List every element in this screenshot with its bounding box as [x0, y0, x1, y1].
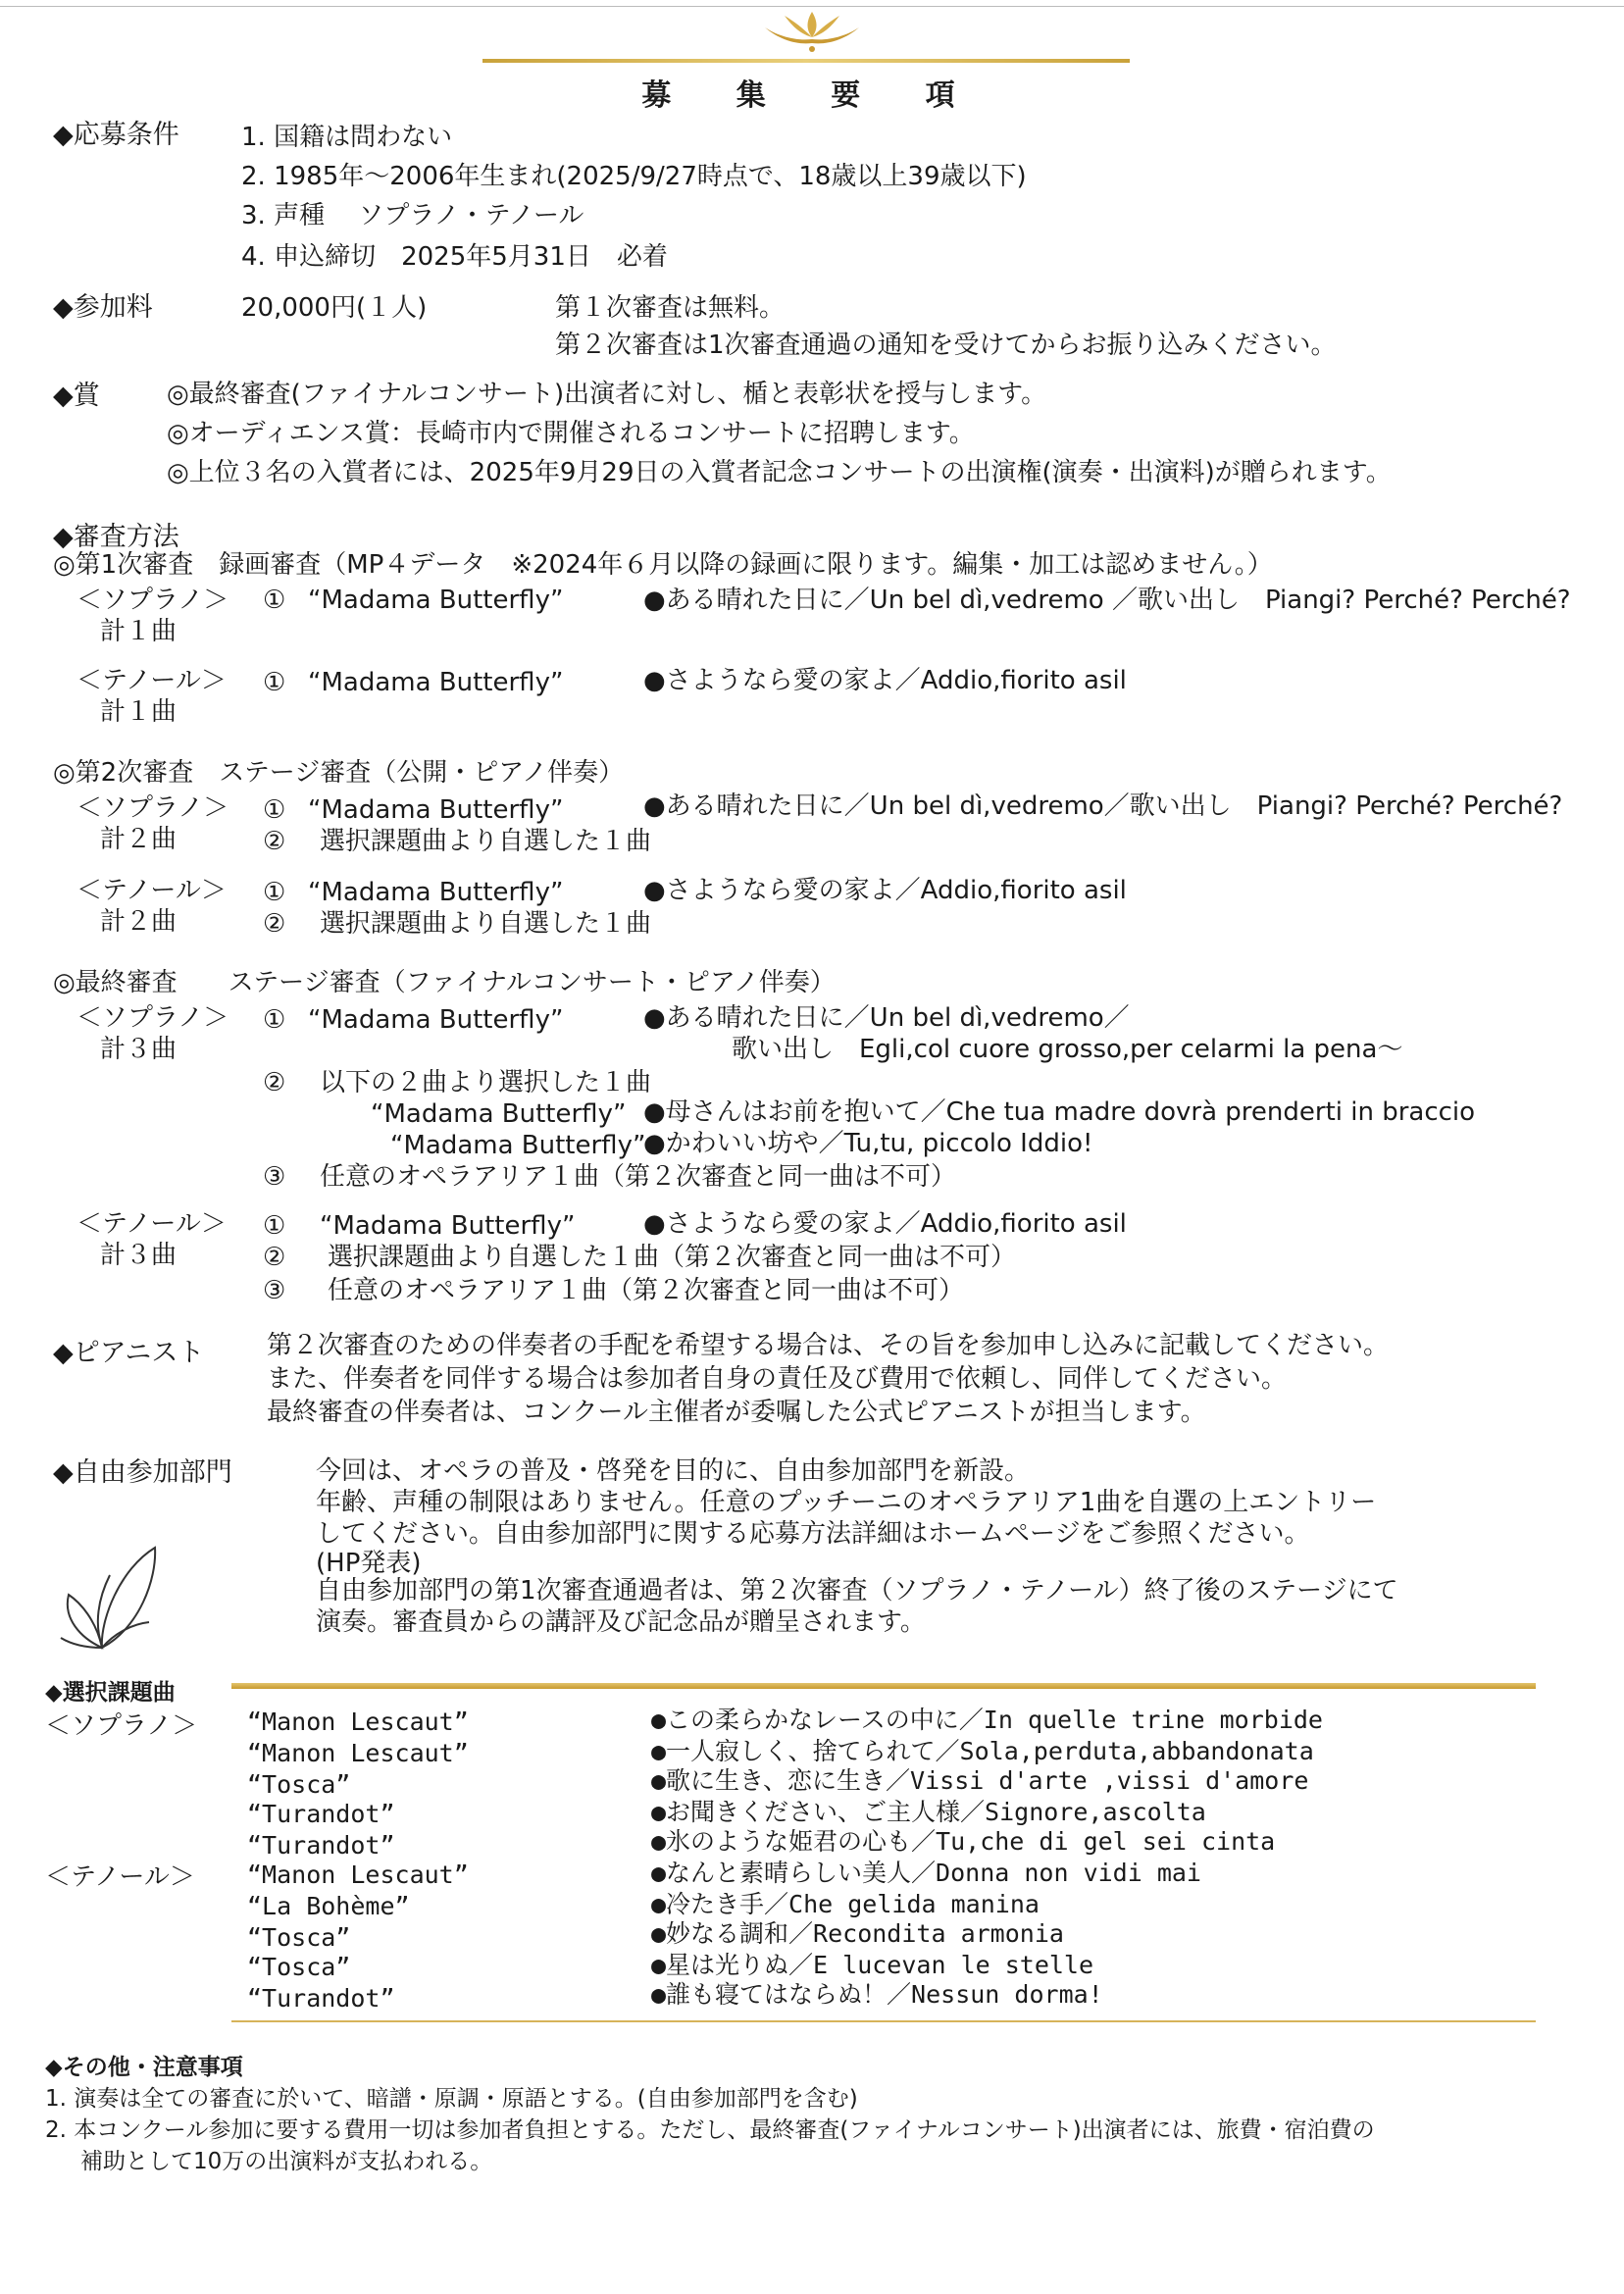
- opera-title: “Tosca”: [247, 1770, 351, 1799]
- pianist-line: 第２次審査のための伴奏者の手配を希望する場合は、その旨を参加申し込みに記載してください。: [267, 1331, 1390, 1360]
- prize-item: ◎オーディエンス賞：長崎市内で開催されるコンサートに招聘します。: [167, 419, 975, 448]
- song-count: 計３曲: [100, 1241, 178, 1270]
- item-text: 選択課題曲より自選した１曲（第２次審査と同一曲は不可）: [328, 1243, 1017, 1272]
- fee-label: ◆参加料: [53, 292, 153, 323]
- opera-title: “Tosca”: [247, 1923, 351, 1952]
- aria-title: ●妙なる調和／Recondita armonia: [651, 1919, 1064, 1948]
- selection-top-line: [231, 1683, 1536, 1689]
- opera-title: “Turandot”: [247, 1984, 395, 2013]
- opera-title: “La Bohème”: [247, 1892, 410, 1920]
- aria-title: ●ある晴れた日に／Un bel dì,vedremo／: [643, 1003, 1130, 1033]
- condition-item: 4. 申込締切 2025年5月31日 必着: [241, 242, 668, 272]
- fee-amount: 20,000円(１人): [241, 293, 428, 323]
- round2-heading: ◎第2次審査 ステージ審査（公開・ピアノ伴奏）: [53, 758, 625, 788]
- page-title: 募 集 要 項: [641, 78, 983, 113]
- opera-title: “Madama Butterfly”: [308, 1005, 564, 1035]
- free-label: ◆自由参加部門: [53, 1457, 232, 1488]
- item-text: 選択課題曲より自選した１曲: [320, 827, 652, 856]
- butterfly-icon: [41, 1530, 169, 1657]
- soprano-label: ＜ソプラノ＞: [76, 586, 229, 615]
- notes-label: ◆その他・注意事項: [45, 2055, 243, 2080]
- opera-title: “Madama Butterfly”: [308, 586, 564, 615]
- fee-note: 第２次審査は1次審査通過の通知を受けてからお振り込みください。: [555, 331, 1337, 360]
- item-number: ①: [263, 586, 286, 615]
- free-line: 年齢、声種の制限はありません。任意のプッチーニのオペラアリア1曲を自選の上エントリー: [316, 1488, 1377, 1517]
- top-border-line: [0, 6, 1624, 7]
- aria-title: ●ある晴れた日に／Un bel dì,vedremo／歌い出し Piangi? Perché? Perché?: [643, 791, 1563, 821]
- soprano-label: ＜ソプラノ＞: [45, 1711, 198, 1741]
- tenor-label: ＜テノール＞: [76, 666, 227, 695]
- soprano-label: ＜ソプラノ＞: [76, 793, 229, 823]
- item-text: 任意のオペラアリア１曲（第２次審査と同一曲は不可）: [328, 1276, 964, 1305]
- song-count: 計２曲: [100, 825, 178, 854]
- opera-title: “Madama Butterfly”: [308, 878, 564, 907]
- item-number: ②: [263, 1243, 286, 1272]
- opera-title: “Manon Lescaut”: [247, 1739, 469, 1767]
- ornament-icon: [755, 8, 869, 57]
- aria-title: ●さようなら愛の家よ／Addio,fiorito asil: [643, 876, 1127, 905]
- item-number: ②: [263, 1068, 286, 1097]
- aria-title: ●さようなら愛の家よ／Addio,fiorito asil: [643, 666, 1127, 695]
- opera-title: “Madama Butterfly”: [390, 1131, 646, 1160]
- prize-label: ◆賞: [53, 381, 100, 411]
- opera-title: “Manon Lescaut”: [247, 1708, 469, 1736]
- free-line: (HP発表): [316, 1549, 422, 1578]
- item-number: ①: [263, 878, 286, 907]
- aria-title: ●母さんはお前を抱いて／Che tua madre dovrà prenderti in braccio: [643, 1097, 1476, 1127]
- item-text: 以下の２曲より選択した１曲: [320, 1068, 652, 1097]
- aria-title: ●かわいい坊や／Tu,tu, piccolo Iddio!: [643, 1129, 1093, 1158]
- pianist-line: 最終審査の伴奏者は、コンクール主催者が委嘱した公式ピアニストが担当します。: [267, 1398, 1206, 1427]
- aria-title: ●この柔らかなレースの中に／In quelle trine morbide: [651, 1706, 1323, 1734]
- item-number: ①: [263, 668, 286, 697]
- song-count: 計２曲: [100, 907, 178, 937]
- aria-title: ●氷のような姫君の心も／Tu,che di gel sei cinta: [651, 1827, 1276, 1856]
- aria-title: ●さようなら愛の家よ／Addio,fiorito asil: [643, 1209, 1127, 1239]
- condition-item: 3. 声種 ソプラノ・テノール: [241, 201, 584, 230]
- item-number: ②: [263, 827, 286, 856]
- item-number: ③: [263, 1162, 286, 1192]
- song-count: 計１曲: [100, 617, 178, 646]
- tenor-label: ＜テノール＞: [45, 1862, 195, 1892]
- free-line: 演奏。審査員からの講評及び記念品が贈呈されます。: [316, 1607, 926, 1637]
- opera-title: “Turandot”: [247, 1800, 395, 1828]
- aria-title: ●ある晴れた日に／Un bel dì,vedremo ／歌い出し Piangi? Perché? Perché?: [643, 586, 1571, 615]
- method-label: ◆審査方法: [53, 522, 179, 552]
- aria-title: ●星は光りぬ／E lucevan le stelle: [651, 1951, 1094, 1979]
- soprano-label: ＜ソプラノ＞: [76, 1003, 229, 1033]
- item-number: ①: [263, 1211, 286, 1241]
- aria-title: ●冷たき手／Che gelida manina: [651, 1890, 1040, 1918]
- aria-title: ●なんと素晴らしい美人／Donna non vidi mai: [651, 1859, 1201, 1887]
- note-item: 補助として10万の出演料が支払われる。: [80, 2149, 493, 2174]
- free-line: してください。自由参加部門に関する応募方法詳細はホームページをご参照ください。: [316, 1519, 1310, 1549]
- item-number: ②: [263, 909, 286, 939]
- aria-title-cont: 歌い出し Egli,col cuore grosso,per celarmi la pena～: [732, 1035, 1403, 1064]
- opera-title: “Madama Butterfly”: [371, 1099, 627, 1129]
- aria-title: ●歌に生き、恋に生き／Vissi d'arte ,vissi d'amore: [651, 1766, 1309, 1795]
- opera-title: “Madama Butterfly”: [308, 795, 564, 825]
- opera-title: “Turandot”: [247, 1831, 395, 1860]
- prize-item: ◎最終審査(ファイナルコンサート)出演者に対し、楯と表彰状を授与します。: [167, 380, 1047, 409]
- condition-item: 1. 国籍は問わない: [241, 123, 453, 152]
- song-count: 計１曲: [100, 697, 178, 727]
- item-number: ③: [263, 1276, 286, 1305]
- round1-heading: ◎第1次審査 録画審査（MP４データ ※2024年６月以降の録画に限ります。編集・加工は認めません。）: [53, 550, 1273, 580]
- item-text: 任意のオペラアリア１曲（第２次審査と同一曲は不可）: [320, 1162, 956, 1192]
- fee-note: 第１次審査は無料。: [555, 293, 786, 323]
- final-heading: ◎最終審査 ステージ審査（ファイナルコンサート・ピアノ伴奏）: [53, 968, 836, 997]
- song-count: 計３曲: [100, 1035, 178, 1064]
- pianist-label: ◆ピアニスト: [53, 1338, 205, 1368]
- note-item: 1. 演奏は全ての審査に於いて、暗譜・原調・原語とする。(自由参加部門を含む): [45, 2086, 858, 2112]
- tenor-label: ＜テノール＞: [76, 876, 227, 905]
- note-item: 2. 本コンクール参加に要する費用一切は参加者負担とする。ただし、最終審査(ファイナルコンサート)出演者には、旅費・宿泊費の: [45, 2117, 1375, 2143]
- item-number: ①: [263, 795, 286, 825]
- prize-item: ◎上位３名の入賞者には、2025年9月29日の入賞者記念コンサートの出演権(演奏・出演料)が贈られます。: [167, 458, 1392, 487]
- pianist-line: また、伴奏者を同伴する場合は参加者自身の責任及び費用で依頼し、同伴してください。: [267, 1364, 1288, 1394]
- condition-item: 2. 1985年～2006年生まれ(2025/9/27時点で、18歳以上39歳以下): [241, 162, 1027, 191]
- free-line: 自由参加部門の第1次審査通過者は、第２次審査（ソプラノ・テノール）終了後のステージにて: [316, 1576, 1398, 1606]
- item-number: ①: [263, 1005, 286, 1035]
- aria-title: ●誰も寝てはならぬ！／Nessun dorma!: [651, 1980, 1103, 2009]
- conditions-label: ◆応募条件: [53, 120, 179, 150]
- free-line: 今回は、オペラの普及・啓発を目的に、自由参加部門を新設。: [316, 1456, 1031, 1486]
- opera-title: “Tosca”: [247, 1953, 351, 1981]
- aria-title: ●一人寂しく、捨てられて／Sola,perduta,abbandonata: [651, 1737, 1314, 1765]
- selection-label: ◆選択課題曲: [45, 1680, 176, 1706]
- tenor-label: ＜テノール＞: [76, 1209, 227, 1239]
- selection-bottom-line: [231, 2020, 1536, 2022]
- header-gold-line: [482, 59, 1130, 63]
- aria-title: ●お聞きください、ご主人様／Signore,ascolta: [651, 1798, 1206, 1826]
- opera-title: “Madama Butterfly”: [320, 1211, 576, 1241]
- opera-title: “Manon Lescaut”: [247, 1861, 469, 1889]
- item-text: 選択課題曲より自選した１曲: [320, 909, 652, 939]
- opera-title: “Madama Butterfly”: [308, 668, 564, 697]
